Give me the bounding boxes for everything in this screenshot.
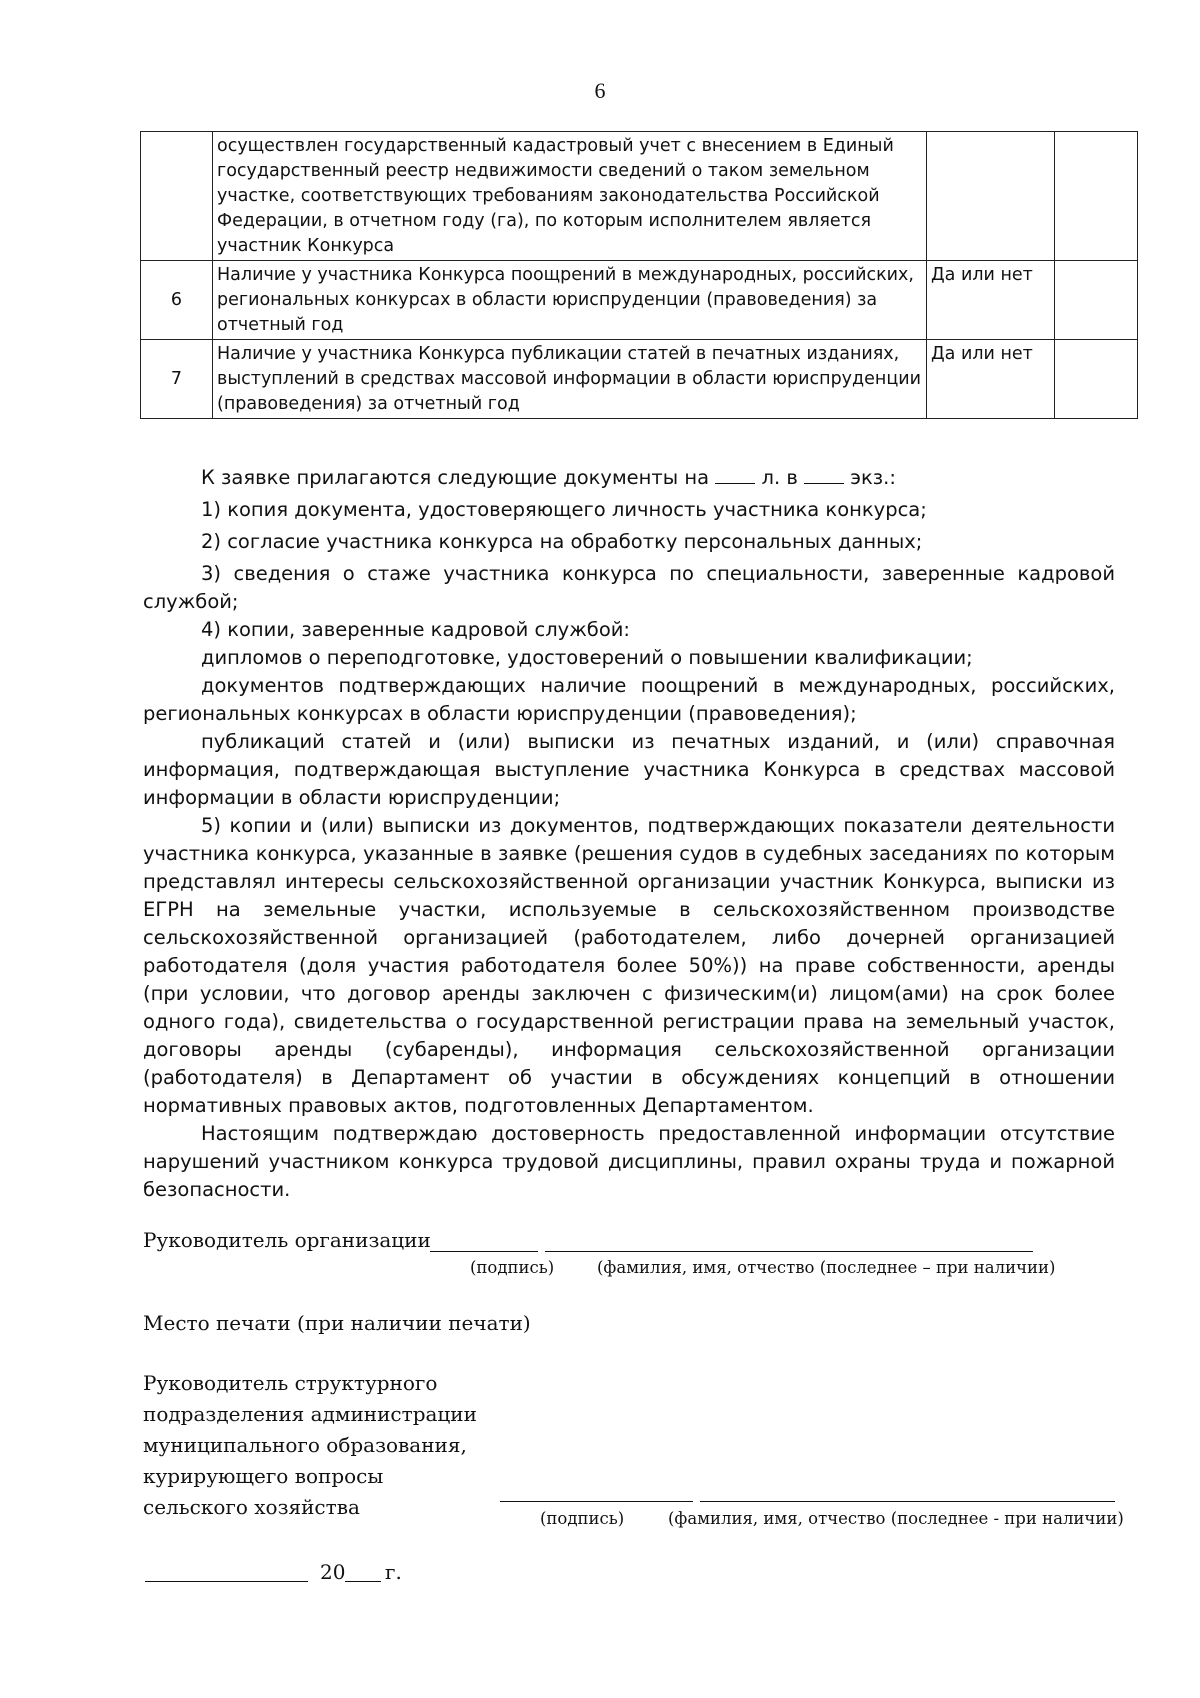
page-number: 6 bbox=[594, 78, 606, 103]
table-row bbox=[141, 132, 1138, 261]
head-signature-caption: (подпись) bbox=[470, 1258, 555, 1277]
division-name-caption: (фамилия, имя, отчество (последнее - при наличии) bbox=[668, 1509, 1124, 1528]
row-number bbox=[141, 132, 213, 261]
attachment-item-4c: публикаций статей и (или) выписки из печатных изданий, и (или) справочная информация, подтверждающая выступление участника Конкурса в средствах массовой информации в области юриспруденции; bbox=[143, 730, 1115, 809]
head-signature-line[interactable] bbox=[430, 1250, 538, 1252]
division-head-label: Руководитель структурного подразделения администрации муниципального образования, курирующего вопросы сельского хозяйства bbox=[143, 1371, 477, 1519]
date-year-line[interactable] bbox=[345, 1580, 381, 1582]
attachments-section bbox=[143, 464, 1115, 1204]
confirmation-text: Настоящим подтверждаю достоверность предоставленной информации отсутствие нарушений участником конкурса трудовой дисциплины, правил охраны труда и пожарной безопасности. bbox=[143, 1122, 1115, 1201]
division-name-line[interactable] bbox=[700, 1500, 1115, 1502]
criterion-text: Наличие у участника Конкурса поощрений в международных, российских, региональных конкурсах в области юриспруденции (правоведения) за отчетный год bbox=[213, 261, 927, 340]
seal-place: Место печати (при наличии печати) bbox=[143, 1311, 531, 1335]
attachments-intro: К заявке прилагаются следующие документы на л. в экз.: bbox=[201, 466, 896, 489]
attachment-item-2: 2) согласие участника конкурса на обработку персональных данных; bbox=[201, 530, 923, 553]
attachment-item-4: 4) копии, заверенные кадровой службой: bbox=[201, 618, 630, 641]
score-cell bbox=[1055, 132, 1138, 261]
table-row bbox=[141, 340, 1138, 419]
attachment-item-3: 3) сведения о стаже участника конкурса по специальности, заверенные кадровой службой; bbox=[143, 562, 1115, 613]
head-name-line[interactable] bbox=[545, 1250, 1033, 1252]
criterion-text: осуществлен государственный кадастровый учет с внесением в Единый государственный реестр недвижимости сведений о таком земельном участке, соответствующих требованиям законодательства Российской Федерации, в отчетном году (га), по которым исполнителем является участник Конкурса bbox=[213, 132, 927, 261]
attachment-item-5: 5) копии и (или) выписки из документов, подтверждающих показатели деятельности участника конкурса, указанные в заявке (решения судов в судебных заседаниях по которым представлял интересы сельскохозяйственной организации участник Конкурса, выписки из ЕГРН на земельные участки, используемые в сельскохозяйственном производстве сельскохозяйственной организацией (работодателем, либо дочерней организацией работодателя (доля участия работодателя более 50%)) на праве собственности, аренды (при условии, что договор аренды заключен с физическим(и) лицом(ами) на срок более одного года), свидетельства о государственной регистрации права на земельный участок, договоры аренды (субаренды), информация сельскохозяйственной организации (работодателя) в Департамент об участии в обсуждениях концепций в отношении нормативных правовых актов, подготовленных Департаментом. bbox=[143, 814, 1115, 1117]
row-number: 6 bbox=[141, 261, 213, 340]
criteria-table bbox=[140, 131, 1138, 419]
copies-blank[interactable] bbox=[804, 465, 844, 484]
head-signature-label: Руководитель организации bbox=[143, 1228, 431, 1252]
score-cell bbox=[1055, 340, 1138, 419]
division-signature-line[interactable] bbox=[500, 1500, 693, 1502]
pages-blank[interactable] bbox=[715, 465, 755, 484]
division-signature-caption: (подпись) bbox=[540, 1509, 625, 1528]
head-name-caption: (фамилия, имя, отчество (последнее – при наличии) bbox=[597, 1258, 1056, 1277]
criterion-text: Наличие у участника Конкурса публикации статей в печатных изданиях, выступлений в средствах массовой информации в области юриспруденции (правоведения) за отчетный год bbox=[213, 340, 927, 419]
attachment-item-1: 1) копия документа, удостоверяющего личность участника конкурса; bbox=[201, 498, 927, 521]
attachment-item-4a: дипломов о переподготовке, удостоверений о повышении квалификации; bbox=[201, 646, 973, 669]
answer-cell: Да или нет bbox=[927, 340, 1055, 419]
date-year-prefix: 20 bbox=[320, 1560, 346, 1584]
answer-cell: Да или нет bbox=[927, 261, 1055, 340]
row-number: 7 bbox=[141, 340, 213, 419]
table-row bbox=[141, 261, 1138, 340]
score-cell bbox=[1055, 261, 1138, 340]
date-day-month-line[interactable] bbox=[145, 1580, 308, 1582]
answer-cell bbox=[927, 132, 1055, 261]
date-suffix: г. bbox=[385, 1560, 402, 1584]
attachment-item-4b: документов подтверждающих наличие поощрений в международных, российских, региональных конкурсах в области юриспруденции (правоведения); bbox=[143, 674, 1115, 725]
